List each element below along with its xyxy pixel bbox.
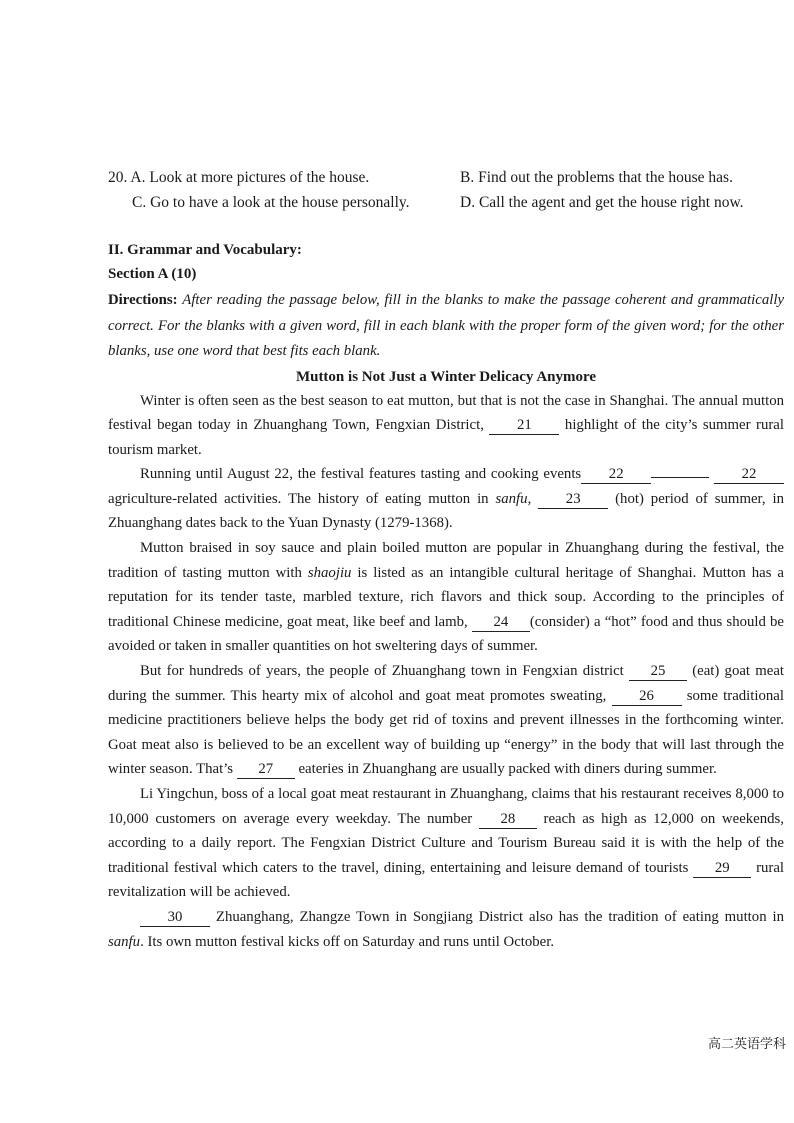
directions <box>108 288 784 365</box>
option-d: D. Call the agent and get the house right now. <box>460 194 744 211</box>
paragraph-1: Winter is often seen as the best season to eat mutton, but that is not the case in Shanghai. The annual mutton festival began today in Zhuanghang Town, Fengxian District, 21 highlight of the city’s summer rural tourism market. <box>108 392 784 458</box>
blank-27[interactable]: 27 <box>237 760 295 779</box>
directions-label: Directions: <box>108 292 178 308</box>
paragraph-5: Li Yingchun, boss of a local goat meat restaurant in Zhuanghang, claims that his restaurant receives 8,000 to 10,000 customers on average every weekday. The number 28 reach as high as 12,000 on weekends, according to a daily report. The Fengxian District Culture and Tourism Bureau said it is with the help of the traditional festival which caters to the travel, dining, entertaining and leisure demand of tourists 29 rural revitalization will be achieved. <box>108 786 785 901</box>
blank-28[interactable]: 28 <box>479 810 537 829</box>
section-heading: II. Grammar and Vocabulary: <box>108 242 302 258</box>
section-a-heading: Section A (10) <box>108 266 197 282</box>
blank-22[interactable]: 22 <box>581 465 651 484</box>
sanfu-term: sanfu <box>495 490 528 507</box>
blank-24[interactable]: 24 <box>472 613 530 632</box>
blank-30[interactable]: 30 <box>140 908 210 927</box>
directions-text: After reading the passage below, fill in the blanks to make the passage coherent and grammatically correct. For the blanks with a given word, fill in each blank with the proper form of the given word; for the other blanks, use one word that best fits each blank. <box>108 292 785 359</box>
paragraph-3: Mutton braised in soy sauce and plain boiled mutton are popular in Zhuanghang during the festival, the tradition of tasting mutton with shaojiu is listed as an intangible cultural heritage of Shanghai. Mutton has a reputation for its tender taste, marbled texture, rich flavors and thick soup. According to the principles of traditional Chinese medicine, goat meat, like beef and lamb, 24 (consider) a “hot” food and thus should be avoided or taken in smaller quantities on hot sweltering days of summer. <box>108 540 785 655</box>
passage-title: Mutton is Not Just a Winter Delicacy Anymore <box>295 368 597 385</box>
paragraph-2: Running until August 22, the festival features tasting and cooking events 22 22agriculture-related activities. The history of eating mutton in sanfu, 23 (hot) period of summer, in Zhuanghang dates back to the Yuan Dynasty (1279-1368). <box>108 466 784 532</box>
blank-29[interactable]: 29 <box>693 859 751 878</box>
blank-22-extra[interactable] <box>651 477 709 478</box>
question-20-row-1 <box>108 165 788 190</box>
blank-22-continued[interactable]: 22 <box>714 465 784 484</box>
question-20-row-2 <box>108 190 788 215</box>
option-a: 20. A. Look at more pictures of the house. <box>108 169 370 186</box>
blank-21[interactable]: 21 <box>489 416 559 435</box>
option-c: C. Go to have a look at the house personally. <box>132 194 410 211</box>
paragraph-6: 30 Zhuanghang, Zhangze Town in Songjiang District also has the tradition of eating mutton in sanfu. Its own mutton festival kicks off on Saturday and runs until October. <box>108 908 784 950</box>
shaojiu-term: shaojiu <box>307 564 352 581</box>
subject-footer: 高二英语学科 <box>707 1037 786 1052</box>
blank-25[interactable]: 25 <box>629 662 687 681</box>
question-20 <box>108 165 788 215</box>
grammar-section <box>108 238 784 954</box>
blank-26[interactable]: 26 <box>612 687 682 706</box>
paragraph-4: But for hundreds of years, the people of Zhuanghang town in Fengxian district 25 (eat) goat meat during the summer. This hearty mix of alcohol and goat meat promotes sweating, 26 some traditional medicine practitioners believe helps the body get rid of toxins and prevent illnesses in the forthcoming winter. Goat meat also is believed to be an excellent way of building up “energy” in the body that will last through the winter season. That’s 27 eateries in Zhuanghang are usually packed with diners during summer. <box>108 663 784 778</box>
option-b: B. Find out the problems that the house has. <box>460 169 733 186</box>
sanfu-term-2: sanfu <box>108 933 141 950</box>
blank-23[interactable]: 23 <box>538 490 608 509</box>
